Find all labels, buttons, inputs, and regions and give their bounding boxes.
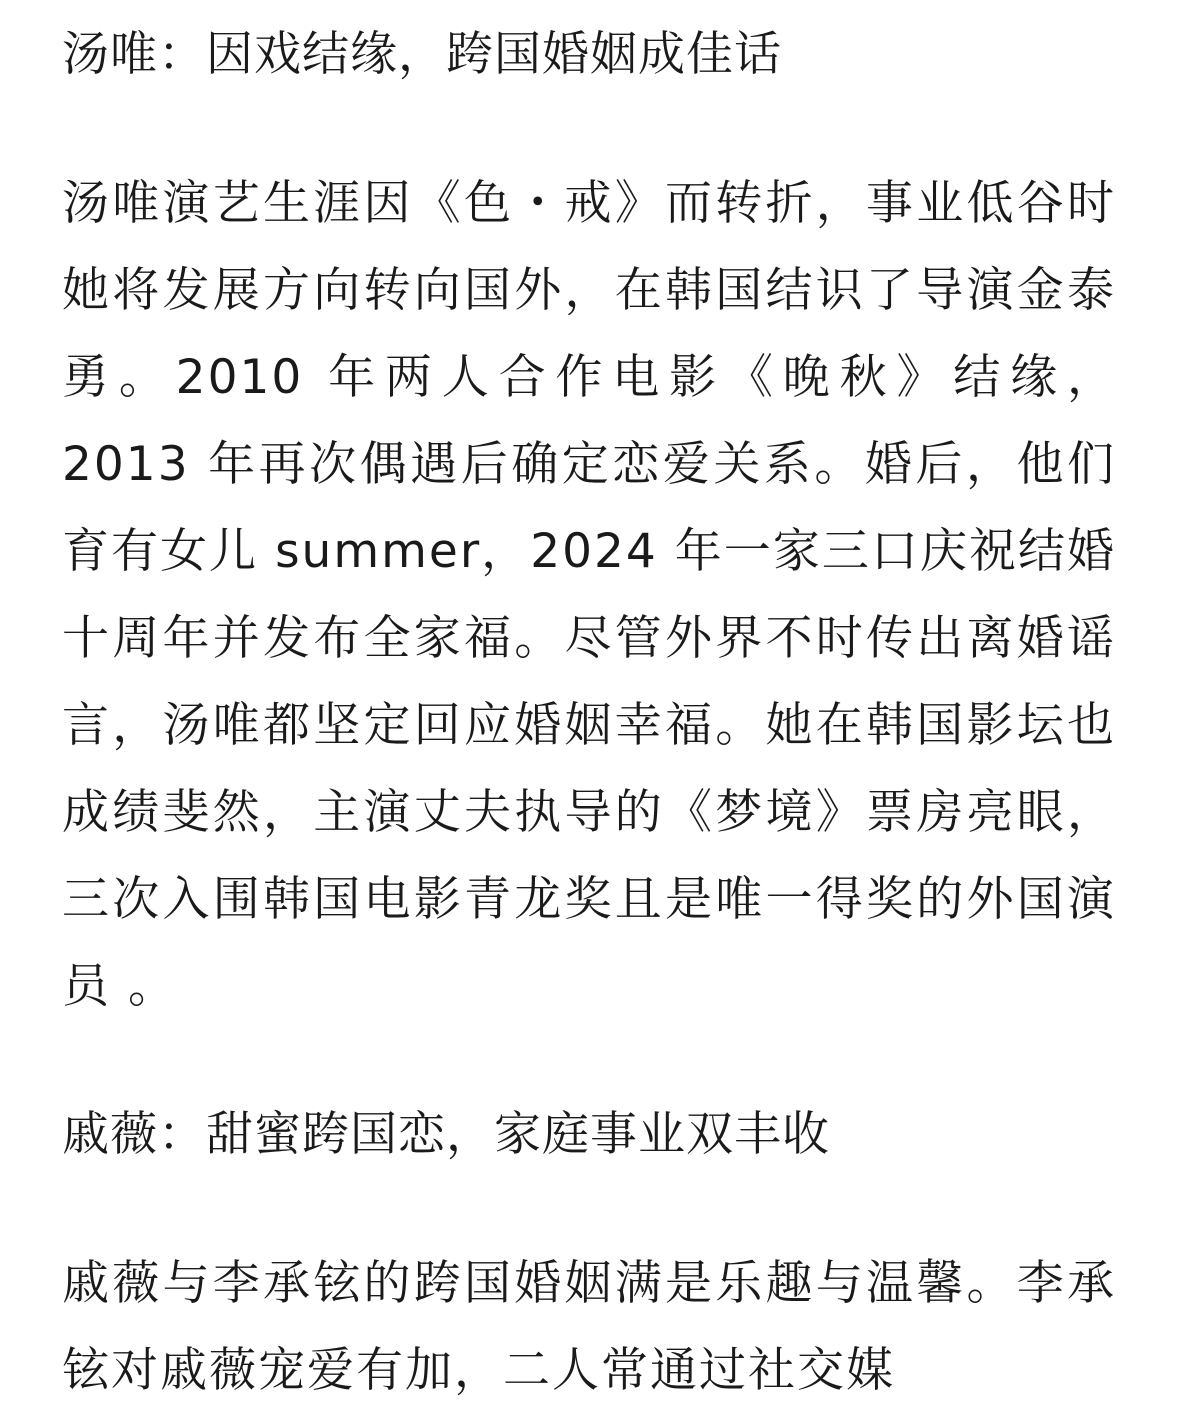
section-body-qi-wei: 戚薇与李承铉的跨国婚姻满是乐趣与温馨。李承铉对戚薇宠爱有加，二人常通过社交媒 [62,1256,1116,1398]
section-title-tang-wei: 汤唯：因戏结缘，跨国婚姻成佳话 [62,27,782,82]
section-body-tang-wei: 汤唯演艺生涯因《色・戒》而转折，事业低谷时她将发展方向转向国外，在韩国结识了导演金泰勇。2010 年两人合作电影《晚秋》结缘，2013 年再次偶遇后确定恋爱关系。婚后，他们育有女儿 summer，2024 年一家三口庆祝结婚十周年并发布全家福。尽管外界不时传出离婚谣言，汤唯都坚定回应婚姻幸福。她在韩国影坛也成绩斐然，主演丈夫执导的《梦境》票房亮眼，三次入围韩国电影青龙奖且是唯一得奖的外国演员 。 [62,176,1116,1014]
section-title-qi-wei: 戚薇：甜蜜跨国恋，家庭事业双丰收 [62,1107,830,1162]
